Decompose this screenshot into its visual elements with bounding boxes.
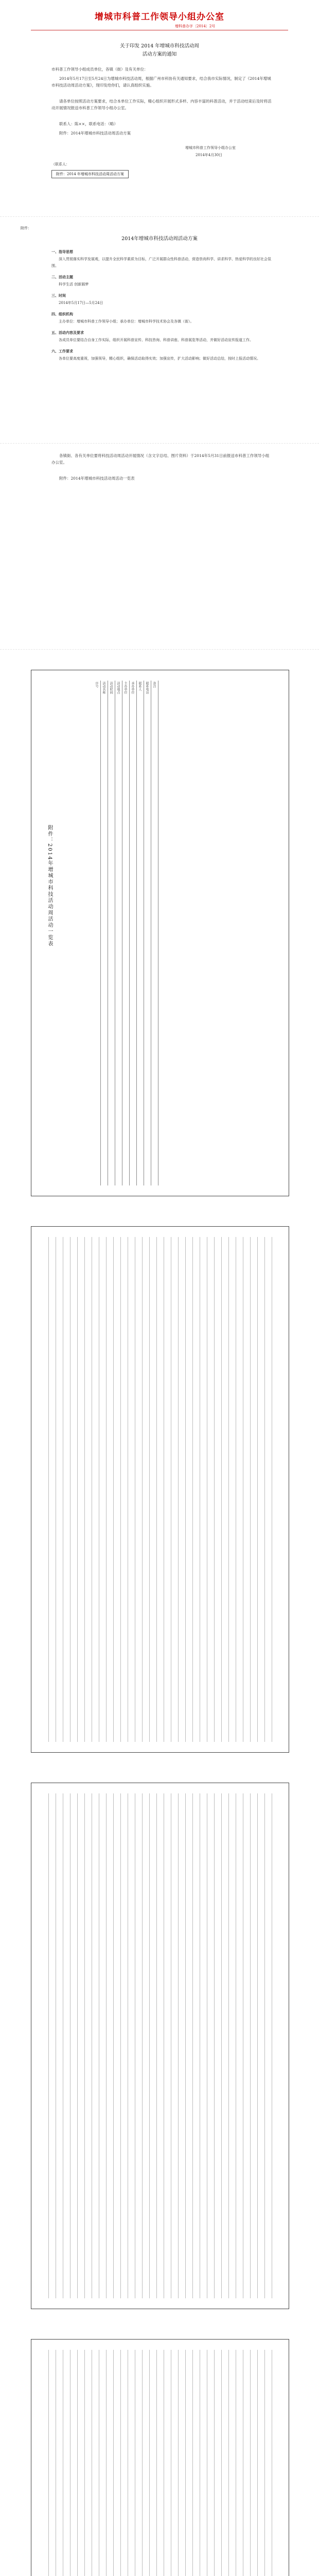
notice-body-p1: 2014年5月17日至5月24日为增城市科技活动周，根据广州市科协有关通知要求，结合我市实际情况，制定了《2014年增城市科技活动周活动方案》，现印发给你们，请认真组织实施。 [51,76,271,88]
notice-addressee: 市科普工作领导小组成员单位，各镇（街）及有关单位： [51,67,148,72]
page-break [0,649,319,650]
notice-attachment: 附件：2014年增城市科技活动周活动方案 [59,131,131,135]
attachment-box: 附件：2014 年增城市科技活动周活动方案 [51,170,129,178]
section-heading: 一、指导思想 [51,249,73,254]
section-text: 各单位要高度重视，加强领导，精心组织，确保活动取得实效；加强宣传，扩大活动影响；做好活动总结，按时上报活动情况。 [59,357,260,361]
section-text: 各成员单位要结合自身工作实际，组织开展科普宣传、科技咨询、科普讲座、科普展览等活动，并做好活动宣传报道工作。 [59,338,253,342]
section-heading: 二、活动主题 [51,275,73,279]
notice-body-p2: 请各单位按照活动方案要求，结合本单位工作实际，精心组织开展形式多样、内容丰富的科普活动，并于活动结束后及时将活动开展情况报送市科普工作领导小组办公室。 [51,99,272,110]
table-header-cell: 联系人 [136,681,144,1185]
table-header-cell: 活动地点 [115,681,122,1185]
plan-section [51,349,273,362]
plan-closing-p1: 各镇街、各有关单位要将科技活动周活动开展情况（含文字总结、图片资料）于2014年5月31日前报送市科普工作领导小组办公室。 [51,453,270,465]
plan-section [51,293,273,307]
section-text: 科学生活 创新圆梦 [59,282,89,286]
plan-section [51,312,273,325]
sign-date: 2014年4月30日 [196,153,223,157]
plan-section [51,249,273,269]
notice-title-line2: 活动方案的通知 [142,52,177,57]
table-header-cell: 活动名称 [100,681,108,1185]
table-grid [93,681,283,1185]
notice-contact: 联系人：陈××，联系电话：（略） [59,122,118,126]
table-grid [42,1793,278,2298]
table-header-cell: 主办单位 [122,681,130,1185]
org-title: 增城市科普工作领导小组办公室 [95,12,224,22]
doc-number: 增科普办字〔2014〕2号 [175,24,216,28]
activity-table-page-2 [31,1226,289,1753]
table-header-cell: 承办单位 [129,681,137,1185]
section-text: 2014年5月17日—5月24日 [59,301,103,305]
section-heading: 五、活动内容及要求 [51,330,84,335]
page-break [0,443,319,444]
cc-note: （联系人： [51,162,69,166]
activity-table-page-3 [31,1783,289,2309]
section-text: 主办单位：增城市科普工作领导小组；承办单位：增城市科学技术协会及各镇（街）。 [59,319,194,324]
sign-org: 增城市科普工作领导小组办公室 [185,146,236,150]
notice-title-line1: 关于印发 2014 年增城市科技活动周 [120,43,199,49]
attachment-label: 附件： [21,226,31,230]
plan-section [51,275,273,288]
table-grid [42,2350,278,2576]
plan-closing-p2: 附件：2014年增城市科技活动周活动一览表 [59,476,135,481]
table-title: 附件：2014年增城市科技活动周活动一览表 [47,825,52,947]
plan-title: 2014年增城市科技活动周活动方案 [121,236,198,242]
activity-table-page-4 [31,2339,289,2576]
table-grid [42,1237,278,1742]
table-header-cell: 联系电话 [144,681,151,1185]
section-heading: 四、组织机构 [51,312,73,316]
plan-sections [51,249,273,367]
table-header-cell: 备注 [151,681,158,1185]
section-heading: 六、工作要求 [51,349,73,353]
table-header-cell: 活动时间 [108,681,115,1185]
plan-section [51,330,273,344]
activity-table-page-1 [31,670,289,1196]
table-header-cell: 序号 [93,681,101,1185]
section-heading: 三、时间 [51,293,66,298]
page-break [0,216,319,217]
section-text: 深入贯彻落实科学发展观，以提升全民科学素质为目标，广泛开展群众性科普活动，营造崇尚科学、讲求科学、热爱科学的良好社会氛围。 [51,257,271,268]
